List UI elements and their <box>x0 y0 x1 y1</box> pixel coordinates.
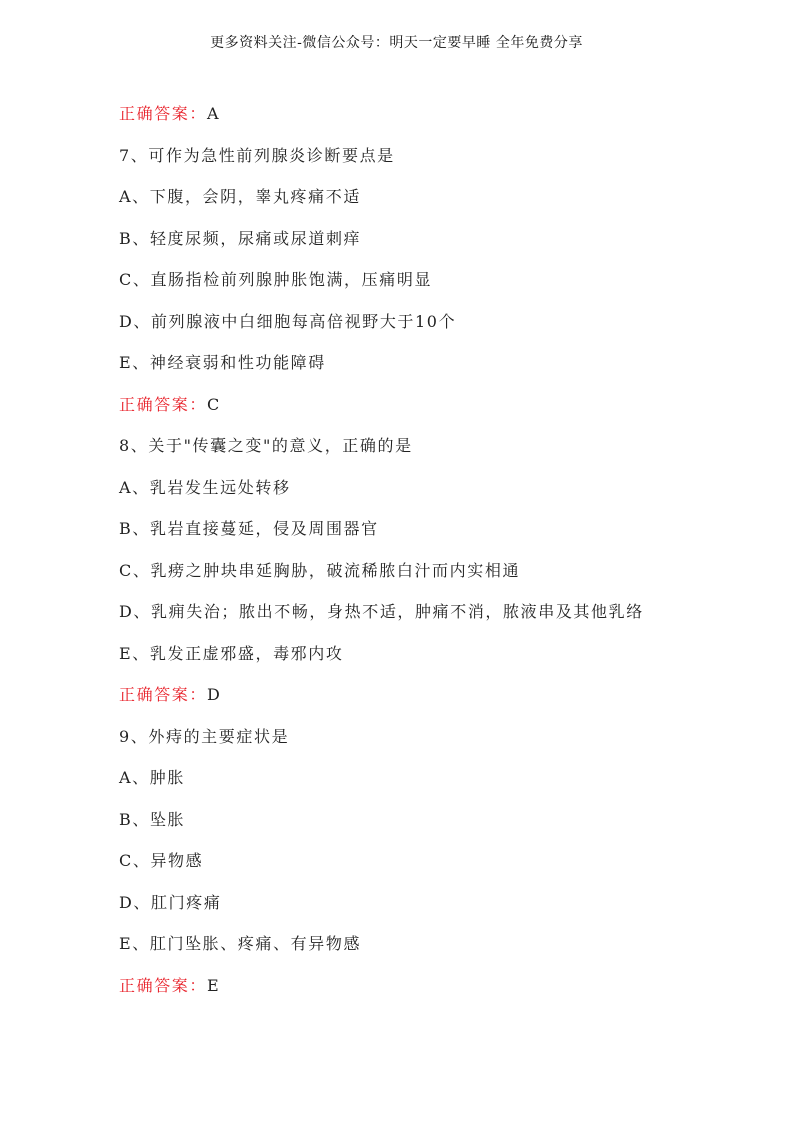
question-7-text: 7、可作为急性前列腺炎诊断要点是 <box>119 145 395 165</box>
question-7-option-a: A、下腹，会阴，睾丸疼痛不适 <box>119 187 361 206</box>
question-8-text: 8、关于"传囊之变"的意义，正确的是 <box>119 436 413 455</box>
question-7-option-d: D、前列腺液中白细胞每高倍视野大于10个 <box>119 311 457 331</box>
question-9-option-b: B、坠胀 <box>119 809 186 829</box>
question-8-option-e: E、乳发正虚邪盛，毒邪内攻 <box>119 643 344 663</box>
question-9-option-c: C、异物感 <box>119 851 204 870</box>
answer-label: 正确答案： <box>119 394 208 414</box>
answer-value: D <box>207 685 222 704</box>
question-7-option-b: B、轻度尿频，尿痛或尿道刺痒 <box>119 228 362 248</box>
question-7-option-e: E、神经衰弱和性功能障碍 <box>119 353 326 372</box>
answer-label: 正确答案： <box>119 975 208 995</box>
answer-line <box>119 392 759 434</box>
answer-line <box>119 101 759 143</box>
answer-label: 正确答案： <box>119 104 208 123</box>
answer-label: 正确答案： <box>119 685 208 704</box>
question-9-option-e: E、肛门坠胀、疼痛、有异物感 <box>119 934 362 953</box>
question-8-option-a: A、乳岩发生远处转移 <box>119 477 291 497</box>
answer-line <box>119 682 759 724</box>
page-header: 更多资料关注-微信公众号：明天一定要早睡 全年免费分享 <box>210 35 583 51</box>
document-body <box>119 101 759 1014</box>
answer-value: E <box>207 975 221 995</box>
question-7-option-c: C、直肠指检前列腺肿胀饱满，压痛明显 <box>119 270 433 289</box>
question-9-option-d: D、肛门疼痛 <box>119 892 222 912</box>
question-8-option-b: B、乳岩直接蔓延，侵及周围器官 <box>119 519 379 538</box>
question-8-option-d: D、乳痈失治；脓出不畅，身热不适，肿痛不消，脓液串及其他乳络 <box>119 602 644 621</box>
answer-line <box>119 973 759 1015</box>
question-8-option-c: C、乳痨之肿块串延胸胁，破流稀脓白汁而内实相通 <box>119 560 521 580</box>
question-9-option-a: A、肿胀 <box>119 768 185 787</box>
question-9-text: 9、外痔的主要症状是 <box>119 726 290 746</box>
answer-value: C <box>207 394 221 414</box>
answer-value: A <box>207 104 221 123</box>
